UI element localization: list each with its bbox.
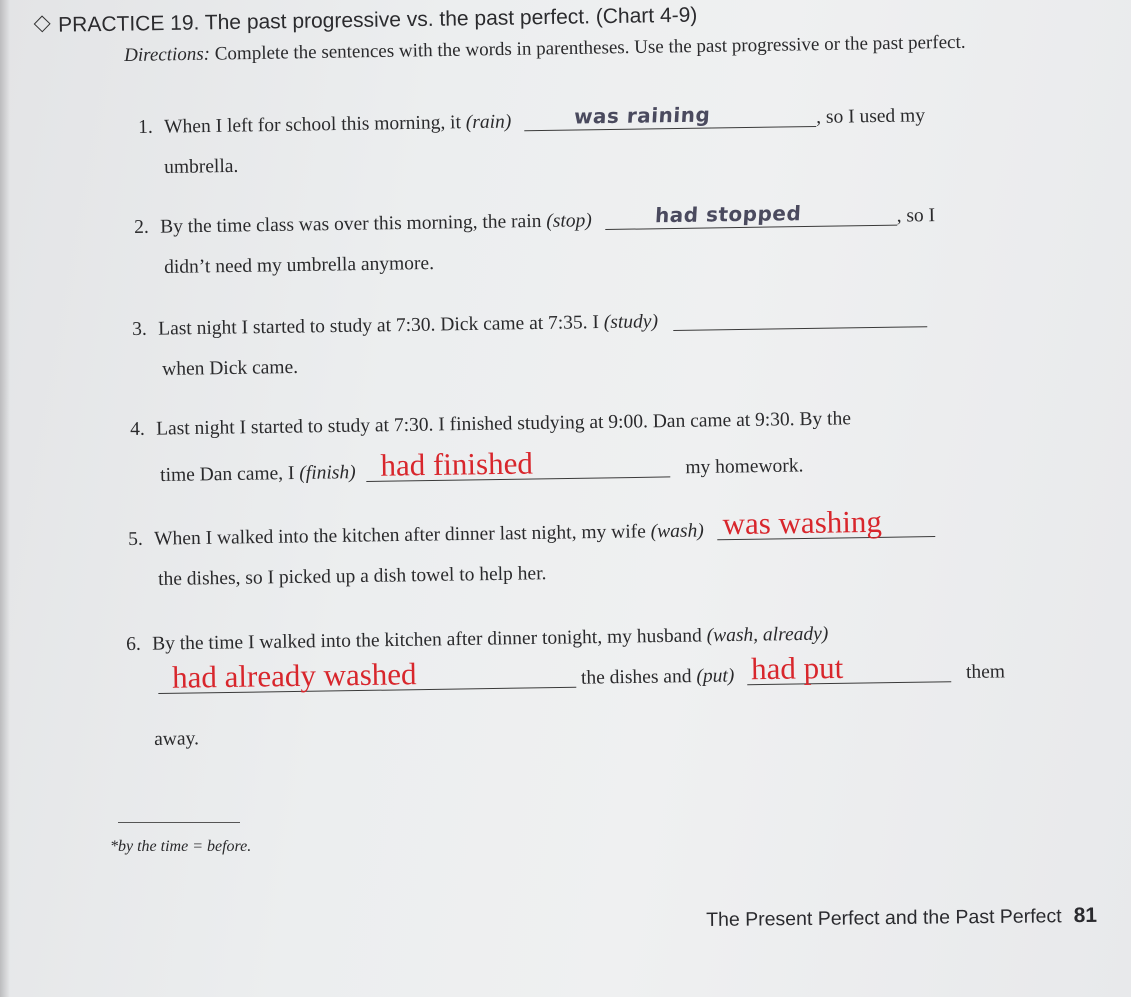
item-number: 3. — [132, 318, 147, 340]
item-5-line-2 — [158, 563, 547, 591]
handwritten-answer: was raining — [573, 102, 711, 129]
handwritten-answer: had already washed — [171, 656, 417, 695]
item-1-line-1 — [138, 102, 925, 139]
verb-hint: (rain) — [465, 111, 512, 134]
item-text: Last night I started to study at 7:30. I finished studying at 9:00. Dan came at 9:30. By the — [155, 408, 852, 440]
item-4-line-1 — [130, 408, 851, 441]
item-number: 6. — [126, 633, 141, 655]
item-2-line-2 — [164, 253, 434, 279]
item-text: my homework. — [685, 455, 804, 479]
item-2-line-1 — [134, 202, 935, 239]
page-edge-shadow — [0, 0, 10, 997]
item-number: 5. — [128, 528, 143, 550]
directions-label: Directions: — [124, 43, 211, 66]
answer-blank-6b[interactable] — [747, 649, 951, 687]
footnote-rule — [118, 822, 240, 823]
verb-hint: (wash, already) — [706, 623, 829, 647]
answer-blank-4[interactable] — [366, 445, 670, 483]
answer-blank-5[interactable] — [716, 503, 934, 542]
item-number: 1. — [138, 116, 153, 138]
item-5-line-1 — [128, 503, 935, 551]
item-text: By the time I walked into the kitchen after dinner tonight, my husband — [151, 625, 707, 655]
item-text: Last night I started to study at 7:30. Dick came at 7:35. I — [158, 312, 605, 340]
page-number: 81 — [1073, 903, 1098, 928]
item-6-line-3 — [154, 728, 199, 751]
answer-blank-3[interactable] — [673, 304, 927, 331]
practice-header — [36, 4, 698, 38]
verb-hint: (finish) — [299, 462, 356, 484]
item-number: 4. — [130, 418, 145, 440]
footer-chapter-title: The Present Perfect and the Past Perfect — [706, 905, 1062, 931]
page-footer — [706, 904, 1097, 932]
verb-hint: (put) — [696, 665, 735, 688]
verb-hint: (study) — [603, 311, 659, 333]
answer-blank-1[interactable] — [524, 104, 816, 131]
handwritten-answer: was washing — [722, 503, 883, 542]
item-text: didn’t need my umbrella anymore. — [164, 252, 435, 278]
item-3-line-2 — [162, 357, 298, 381]
verb-hint: (wash) — [650, 520, 704, 543]
item-text: When I left for school this morning, it — [164, 112, 466, 138]
handwritten-answer: had finished — [380, 445, 534, 483]
directions-text: Complete the sentences with the words in parentheses. Use the past progressive or the past perfect. — [209, 31, 966, 65]
practice-title: PRACTICE 19. The past progressive vs. the past perfect. (Chart 4-9) — [57, 3, 698, 37]
item-6-line-2 — [158, 649, 1006, 696]
item-text: them — [965, 661, 1006, 684]
handwritten-answer: had stopped — [653, 201, 802, 228]
answer-blank-6a[interactable] — [158, 656, 576, 695]
item-text: when Dick came. — [162, 356, 299, 380]
item-text: the dishes and — [575, 666, 697, 689]
handwritten-answer: had put — [750, 649, 844, 687]
answer-blank-2[interactable] — [604, 203, 896, 230]
footnote: *by the time = before. — [110, 838, 252, 855]
item-text: time Dan came, I — [160, 462, 300, 486]
item-text: the dishes, so I picked up a dish towel to help her. — [158, 563, 547, 590]
item-1-line-2 — [164, 156, 239, 179]
item-text: , so I used my — [816, 105, 926, 128]
item-text: When I walked into the kitchen after dinner last night, my wife — [154, 521, 651, 550]
item-4-line-2 — [160, 445, 804, 487]
diamond-icon — [34, 15, 51, 32]
item-text: away. — [154, 728, 200, 750]
item-text: umbrella. — [164, 155, 239, 178]
item-number: 2. — [134, 216, 149, 238]
item-text: , so I — [896, 205, 936, 227]
item-text: By the time class was over this morning, the rain — [160, 210, 547, 238]
item-3-line-1 — [132, 304, 927, 341]
verb-hint: (stop) — [546, 210, 592, 232]
item-6-line-1 — [126, 624, 828, 656]
